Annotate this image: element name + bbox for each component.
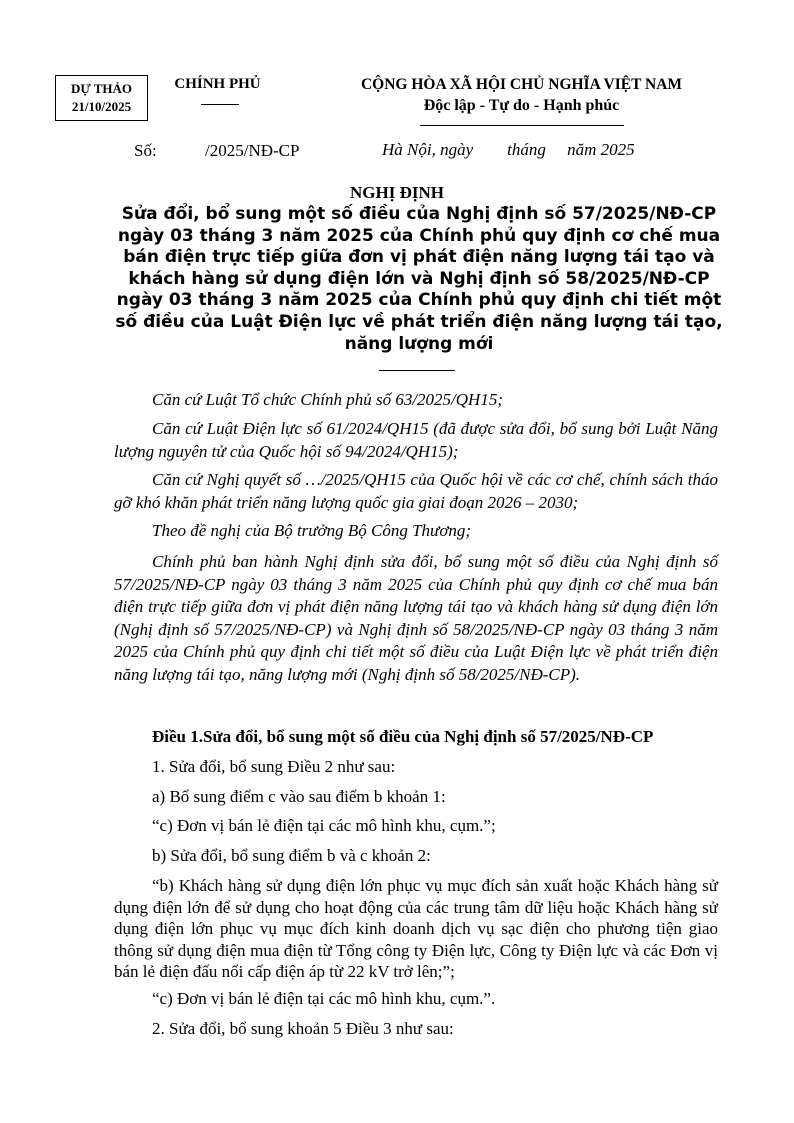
agency-underline [201, 104, 239, 105]
preamble-basis-2: Căn cứ Luật Điện lực số 61/2024/QH15 (đã được sửa đổi, bổ sung bởi Luật Năng lượng nguyên tử của Quốc hội số 94/2024/QH15); [114, 419, 718, 461]
document-subtitle: Sửa đổi, bổ sung một số điều của Nghị định số 57/2025/NĐ-CP ngày 03 tháng 3 năm 2025 của Chính phủ quy định cơ chế mua bán điện trực tiếp giữa đơn vị phát điện năng lượng tái tạo và khách hàng sử dụng điện lớn và Nghị định số 58/2025/NĐ-CP ngày 03 tháng 3 năm 2025 của Chính phủ quy định chi tiết một số điều của Luật Điện lực về phát triển điện năng lượng tái tạo, năng lượng mới [115, 204, 723, 354]
article-1-clause-2: 2. Sửa đổi, bổ sung khoản 5 Điều 3 như sau: [152, 1019, 454, 1038]
subtitle-underline [379, 370, 455, 371]
article-1-quote-c-2: “c) Đơn vị bán lẻ điện tại các mô hình khu, cụm.”. [152, 989, 496, 1008]
national-motto: Độc lập - Tự do - Hạnh phúc [423, 97, 620, 114]
draft-label: DỰ THẢO [70, 81, 133, 96]
motto-underline [420, 125, 624, 126]
draft-date: 21/10/2025 [71, 99, 132, 114]
doc-number-label: Số: [134, 141, 157, 160]
article-1-clause-1: 1. Sửa đổi, bổ sung Điều 2 như sau: [152, 757, 396, 776]
preamble-basis-3: Căn cứ Nghị quyết số …/2025/QH15 của Quốc hội về các cơ chế, chính sách tháo gỡ khó khăn phát triển năng lượng quốc gia giai đoạn 2026 – 2030; [114, 470, 718, 512]
national-title: CỘNG HÒA XÃ HỘI CHỦ NGHĨA VIỆT NAM [360, 76, 683, 93]
doc-number: /2025/NĐ-CP [205, 141, 300, 160]
article-1-quote-b: “b) Khách hàng sử dụng điện lớn phục vụ mục đích sản xuất hoặc Khách hàng sử dụng điện lớn để sử dụng cho hoạt động của các trung tâm dữ liệu hoặc Khách hàng sử dụng điện lớn phục vụ mục đích kinh doanh dịch vụ sạc điện cho phương tiện giao thông sử dụng điện mua điện từ Tổng công ty Điện lực, Công ty Điện lực và các Đơn vị bán lẻ điện đấu nối cấp điện áp từ 22 kV trở lên;”; [114, 876, 718, 982]
preamble-proposal: Theo đề nghị của Bộ trưởng Bộ Công Thương; [152, 521, 472, 540]
draft-stamp [55, 75, 148, 121]
preamble-basis-1: Căn cứ Luật Tổ chức Chính phủ số 63/2025/QH15; [152, 390, 503, 409]
document-type-title: NGHỊ ĐỊNH [350, 183, 444, 202]
preamble-enactment: Chính phủ ban hành Nghị định sửa đổi, bổ sung một số điều của Nghị định số 57/2025/NĐ-CP ngày 03 tháng 3 năm 2025 của Chính phủ quy định cơ chế mua bán điện trực tiếp giữa đơn vị phát điện năng lượng tái tạo và khách hàng sử dụng điện lớn (Nghị định số 57/2025/NĐ-CP) và Nghị định số 58/2025/NĐ-CP ngày 03 tháng 3 năm 2025 của Chính phủ quy định chi tiết một số điều của Luật Điện lực về phát triển điện năng lượng tái tạo, năng lượng mới (Nghị định số 58/2025/NĐ-CP). [114, 552, 718, 684]
article-1-point-a: a) Bổ sung điểm c vào sau điểm b khoản 1: [152, 787, 446, 806]
article-1-quote-c: “c) Đơn vị bán lẻ điện tại các mô hình khu, cụm.”; [152, 816, 496, 835]
issuing-agency: CHÍNH PHỦ [174, 76, 261, 92]
article-1-point-b: b) Sửa đổi, bổ sung điểm b và c khoản 2: [152, 846, 431, 865]
article-1-heading: Điều 1.Sửa đổi, bổ sung một số điều của Nghị định số 57/2025/NĐ-CP [152, 727, 654, 746]
place-date: Hà Nội, ngày tháng năm 2025 [382, 140, 635, 159]
